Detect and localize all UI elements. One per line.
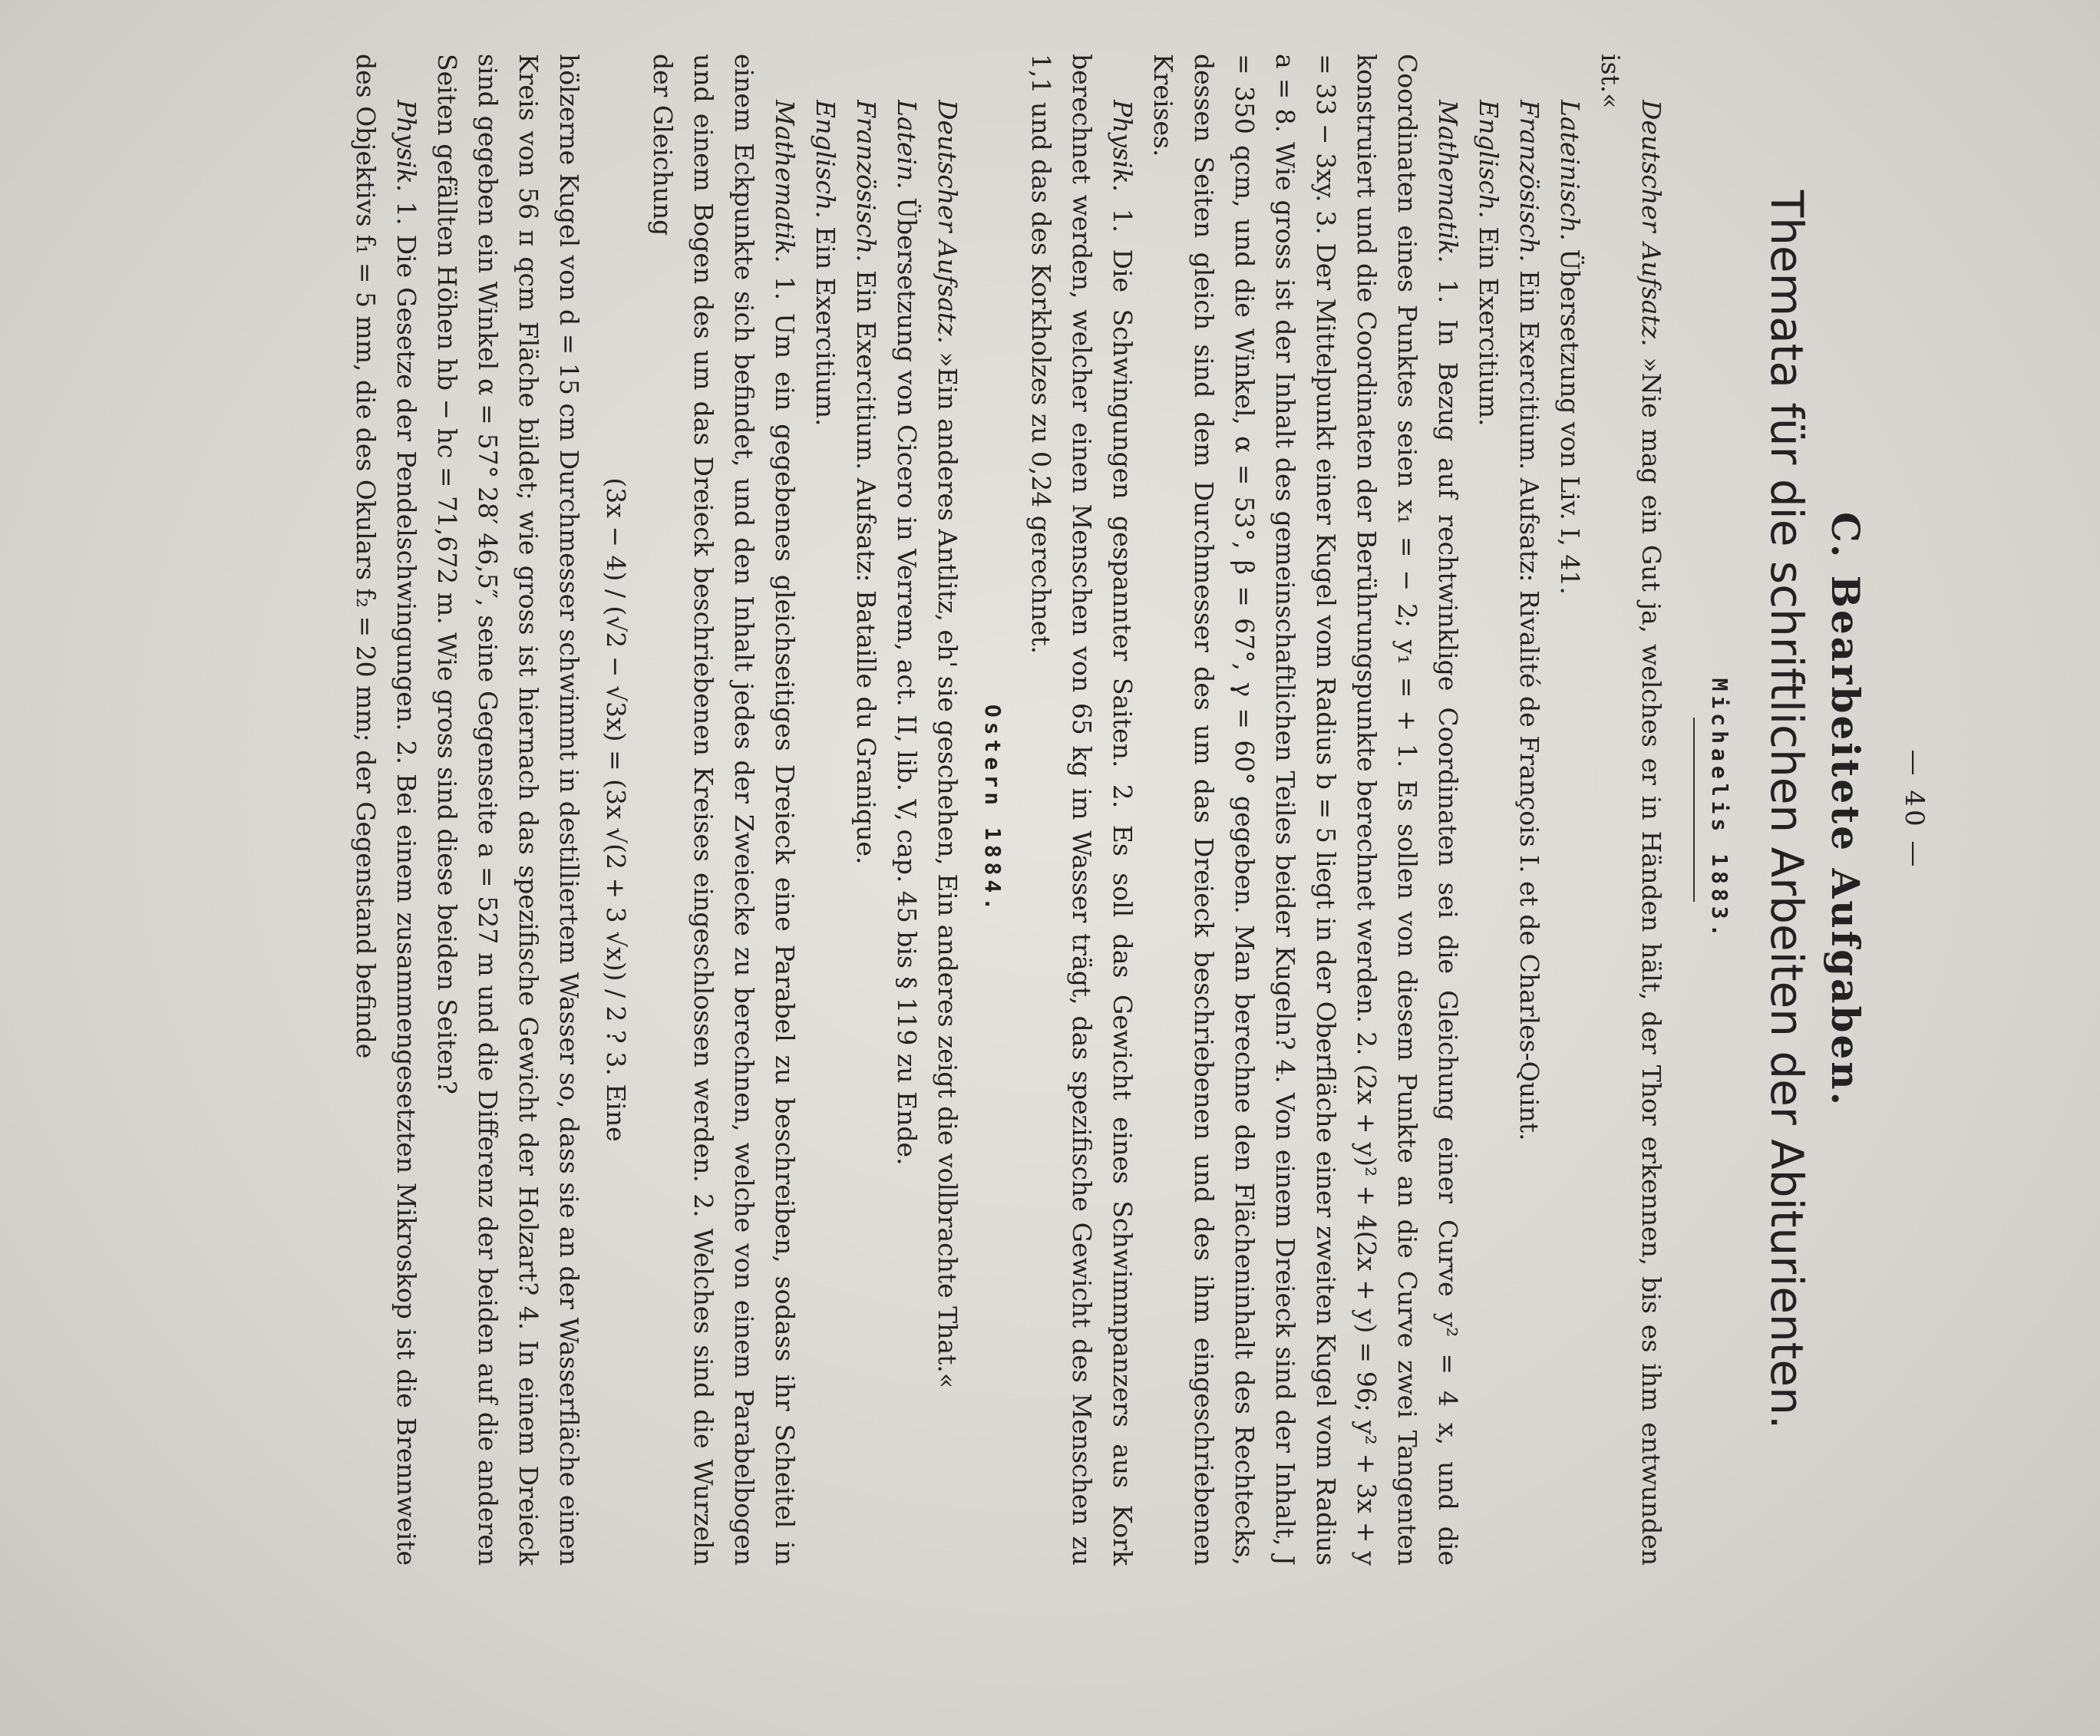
term-heading: Ostern 1884.: [980, 704, 1005, 916]
entry: [1590, 54, 1672, 1566]
entry-text: »Nie mag ein Gut ja, welches er in Händen hält, der Thor erkennen, bis es ihm entwunden ist.«: [1596, 54, 1666, 1566]
entry-subject: Englisch.: [811, 100, 840, 219]
entry: [927, 54, 968, 1566]
entry: [805, 54, 846, 1566]
entry: [1021, 54, 1143, 1566]
formula-line: [596, 54, 636, 1566]
entry: [1550, 54, 1590, 1566]
entry: [887, 54, 927, 1566]
divider: [1693, 718, 1695, 902]
entry-subject: Lateinisch.: [1555, 100, 1585, 241]
entry-text: 1. Die Gesetze der Pendelschwingungen. 2. Bei einem zusammengesetzten Mikroskop ist die Brennweite des Objektivs f₁ = 5 mm, die des Okulars f₂ = 20 mm; der Gegenstand befinde: [351, 54, 421, 1566]
entry-text: »Ein anderes Antlitz, eh' sie geschehen, Ein anderes zeigt die vollbrachte That.«: [933, 351, 963, 1389]
formula: (3x − 4) / (√2 − √3x) = (3x √(2 + 3 √x)) / 2 ? 3. Eine: [601, 477, 631, 1142]
entry-text: Ein Exercitium.: [811, 226, 840, 427]
entry-text: Ein Exercitium.: [1474, 226, 1504, 427]
entry: [1509, 54, 1550, 1566]
entry-subject: Mathematik.: [770, 100, 800, 263]
entry-subject: Deutscher Aufsatz.: [1636, 100, 1666, 347]
entry: [345, 54, 427, 1566]
entry-subject: Deutscher Aufsatz.: [933, 100, 963, 345]
entry-subject: Physik.: [391, 100, 421, 193]
entry-text: 1. Um ein gegebenes gleichseitiges Dreieck eine Parabel zu beschreiben, sodass ihr Scheitel in einem Eckpunkte sich befindet, und den Inhalt jedes der Zweiecke zu berechnen, welche von einem Parabelbogen und einem Bogen des um das Dreieck beschriebenen Kreises eingeschlossen werden. 2. Welches sind die Wurzeln der Gleichung: [648, 54, 800, 1566]
entry-text: 1. Die Schwingungen gespannter Saiten. 2. Es soll das Gewicht eines Schwimmpanzers aus Kork berechnet werden, welcher einen Menschen von 65 kg im Wasser trägt, das spezifische Gewicht des Menschen zu 1,1 und das des Korkholzes zu 0,24 gerechnet.: [1026, 54, 1138, 1566]
entry-text: Ein Exercitium. Aufsatz: Rivalité de François I. et de Charles-Quint.: [1514, 270, 1544, 1141]
entry: [1143, 54, 1468, 1566]
entry: [642, 54, 805, 1566]
entry-text: Übersetzung von Liv. I, 41.: [1555, 249, 1585, 595]
page-number: — 40 —: [1899, 749, 1930, 870]
entry: [1468, 54, 1509, 1566]
entry-text: Übersetzung von Cicero in Verrem, act. II, lib. V, cap. 45 bis § 119 zu Ende.: [892, 197, 922, 1166]
entry: [846, 54, 887, 1566]
term-heading: Michaelis 1883.: [1707, 678, 1732, 942]
entry-continuation: [427, 54, 589, 1566]
rotated-text-block: [107, 54, 1934, 1566]
entry-subject: Physik.: [1108, 100, 1138, 193]
entry-text: Ein Exercitium. Aufsatz: Bataille du Granique.: [851, 270, 881, 865]
entry-text: 1. In Bezug auf rechtwinklige Coordinaten sei die Gleichung einer Curve y² = 4 x, und die Coordinaten eines Punktes seien x₁ = − 2; y₁ = + 1. Es sollen von diesem Punkte an die Curve zwei Tangenten konstruiert und die Coordinaten der Berührungspunkte berechnet werden. 2. (2x + y)² + 4(2x + y) = 96; y² + 3x + y = 33 − 3xy. 3. Der Mittelpunkt einer Kugel vom Radius b = 5 liegt in der Oberfläche einer zweiten Kugel vom Radius a = 8. Wie gross ist der Inhalt des gemeinschaftlichen Teiles beider Kugeln? 4. Von einem Dreieck sind der Inhalt, J = 350 qcm, und die Winkel, α = 53°, β = 67°, γ = 60° gegeben. Man berechne den Flächeninhalt des Rechtecks, dessen Seiten gleich sind dem Durchmesser des um das Dreieck beschriebenen und des ihm eingeschriebenen Kreises.: [1148, 54, 1463, 1566]
entry-subject: Latein.: [892, 100, 922, 190]
entry-subject: Mathematik.: [1433, 100, 1463, 263]
entry-text: hölzerne Kugel von d = 15 cm Durchmesser schwimmt in destilliertem Wasser so, dass sie an der Wasserfläche einen Kreis von 56 π qcm Fläche bildet; wie gross ist hiernach das spezifische Gewicht der Holzart? 4. In einem Dreieck sind gegeben ein Winkel α = 57° 28′ 46,5″, seine Gegenseite a = 527 m und die Differenz der beiden auf die anderen Seiten gefällten Höhen hb − hc = 71,672 m. Wie gross sind diese beiden Seiten?: [432, 54, 584, 1566]
entry-subject: Französisch.: [851, 100, 881, 262]
entry-subject: Französisch.: [1514, 100, 1544, 262]
section-title: Themata für die schriftlichen Arbeiten der Abiturienten.: [1761, 190, 1813, 1430]
entry-subject: Englisch.: [1474, 100, 1504, 219]
section-heading: C. Bearbeitete Aufgaben.: [1823, 511, 1868, 1108]
